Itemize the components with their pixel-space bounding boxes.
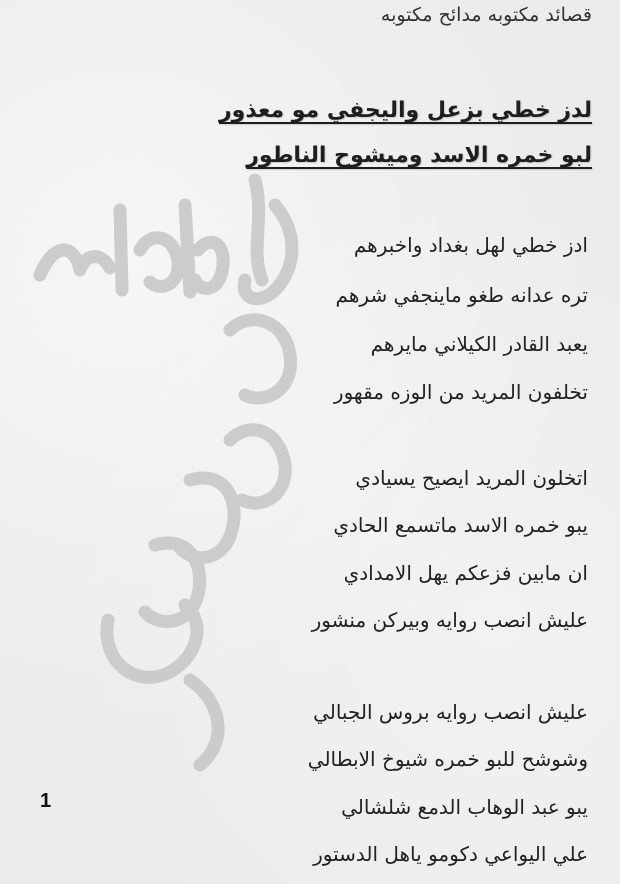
page-number: 1 bbox=[40, 790, 52, 812]
page-header: قصائد مكتوبه مدائح مكتوبه bbox=[380, 4, 592, 26]
verse-line: ادز خطي لهل بغداد واخبرهم bbox=[353, 233, 588, 257]
poem-title-line-2: لبو خمره الاسد وميشوح الناطور bbox=[246, 143, 592, 168]
verse-line: ان مابين فزعكم يهل الامدادي bbox=[343, 561, 588, 585]
verse-line: يعبد القادر الكيلاني مايرهم bbox=[370, 332, 588, 356]
verse-line: عليش انصب روايه وبيركن منشور bbox=[311, 608, 588, 632]
poem-title-line-1: لدز خطي بزعل واليجفي مو معذور bbox=[219, 98, 592, 123]
verse-line: تره عدانه طغو ماينجفي شرهم bbox=[335, 283, 588, 307]
verse-line: وشوشح للبو خمره شيوخ الابطالي bbox=[307, 747, 588, 771]
verse-line: يبو عبد الوهاب الدمع شلشالي bbox=[341, 795, 588, 819]
verse-line: تخلفون المريد من الوزه مقهور bbox=[333, 380, 588, 404]
verse-line: يبو خمره الاسد ماتسمع الحادي bbox=[333, 513, 588, 537]
verse-line: عليش انصب روايه بروس الجبالي bbox=[313, 700, 588, 724]
verse-line: اتخلون المريد ايصيح يسيادي bbox=[355, 466, 588, 490]
verse-line: علي اليواعي دكومو ياهل الدستور bbox=[313, 842, 588, 866]
